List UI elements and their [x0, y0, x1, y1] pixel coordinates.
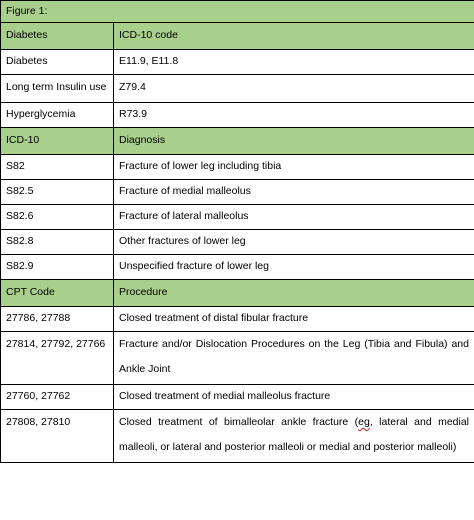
column-header: ICD-10: [1, 128, 114, 155]
figure-label: Figure 1:: [1, 1, 474, 23]
table-cell: S82.8: [1, 230, 114, 255]
table-cell: 27808, 27810: [1, 410, 114, 463]
table-row: [1, 230, 474, 255]
diabetes-header-row: [1, 23, 474, 50]
table-cell: S82.6: [1, 205, 114, 230]
column-header: Diabetes: [1, 23, 114, 50]
spellcheck-mark: eg: [358, 416, 370, 428]
table-cell: Fracture of medial malleolus: [114, 180, 474, 205]
table-cell: Closed treatment of bimalleolar ankle fracture (eg, lateral and medial malleoli, or lateral and posterior malleoli or medial and posterior malleoli): [114, 410, 474, 463]
table-cell: Diabetes: [1, 50, 114, 75]
table-row: [1, 180, 474, 205]
table-cell: Unspecified fracture of lower leg: [114, 255, 474, 280]
table-cell: Closed treatment of medial malleolus fracture: [114, 385, 474, 410]
procedure-header-row: [1, 280, 474, 307]
table-cell: S82: [1, 155, 114, 180]
table-cell: Fracture of lower leg including tibia: [114, 155, 474, 180]
table-cell: Closed treatment of distal fibular fracture: [114, 307, 474, 332]
table-cell: 27814, 27792, 27766: [1, 332, 114, 385]
column-header: ICD-10 code: [114, 23, 474, 50]
table-row: [1, 307, 474, 332]
column-header: CPT Code: [1, 280, 114, 307]
table-row: [1, 255, 474, 280]
table-row: [1, 205, 474, 230]
table-cell: Other fractures of lower leg: [114, 230, 474, 255]
table-cell: Fracture of lateral malleolus: [114, 205, 474, 230]
table-row: [1, 385, 474, 410]
table-cell: Z79.4: [114, 75, 474, 103]
table-cell: Fracture and/or Dislocation Procedures on the Leg (Tibia and Fibula) and Ankle Joint: [114, 332, 474, 385]
table-row: [1, 50, 474, 75]
table-cell: S82.5: [1, 180, 114, 205]
table-cell: Hyperglycemia: [1, 103, 114, 128]
table-row: [1, 410, 474, 463]
figure-caption-row: [1, 1, 474, 23]
table-cell: Long term Insulin use: [1, 75, 114, 103]
column-header: Diagnosis: [114, 128, 474, 155]
table-row: [1, 75, 474, 103]
table-cell: S82.9: [1, 255, 114, 280]
table-cell: 27760, 27762: [1, 385, 114, 410]
diagnosis-header-row: [1, 128, 474, 155]
table-row: [1, 155, 474, 180]
table-row: [1, 332, 474, 385]
table-cell: R73.9: [114, 103, 474, 128]
table-cell: E11.9, E11.8: [114, 50, 474, 75]
table-row: [1, 103, 474, 128]
column-header: Procedure: [114, 280, 474, 307]
table-cell: 27786, 27788: [1, 307, 114, 332]
